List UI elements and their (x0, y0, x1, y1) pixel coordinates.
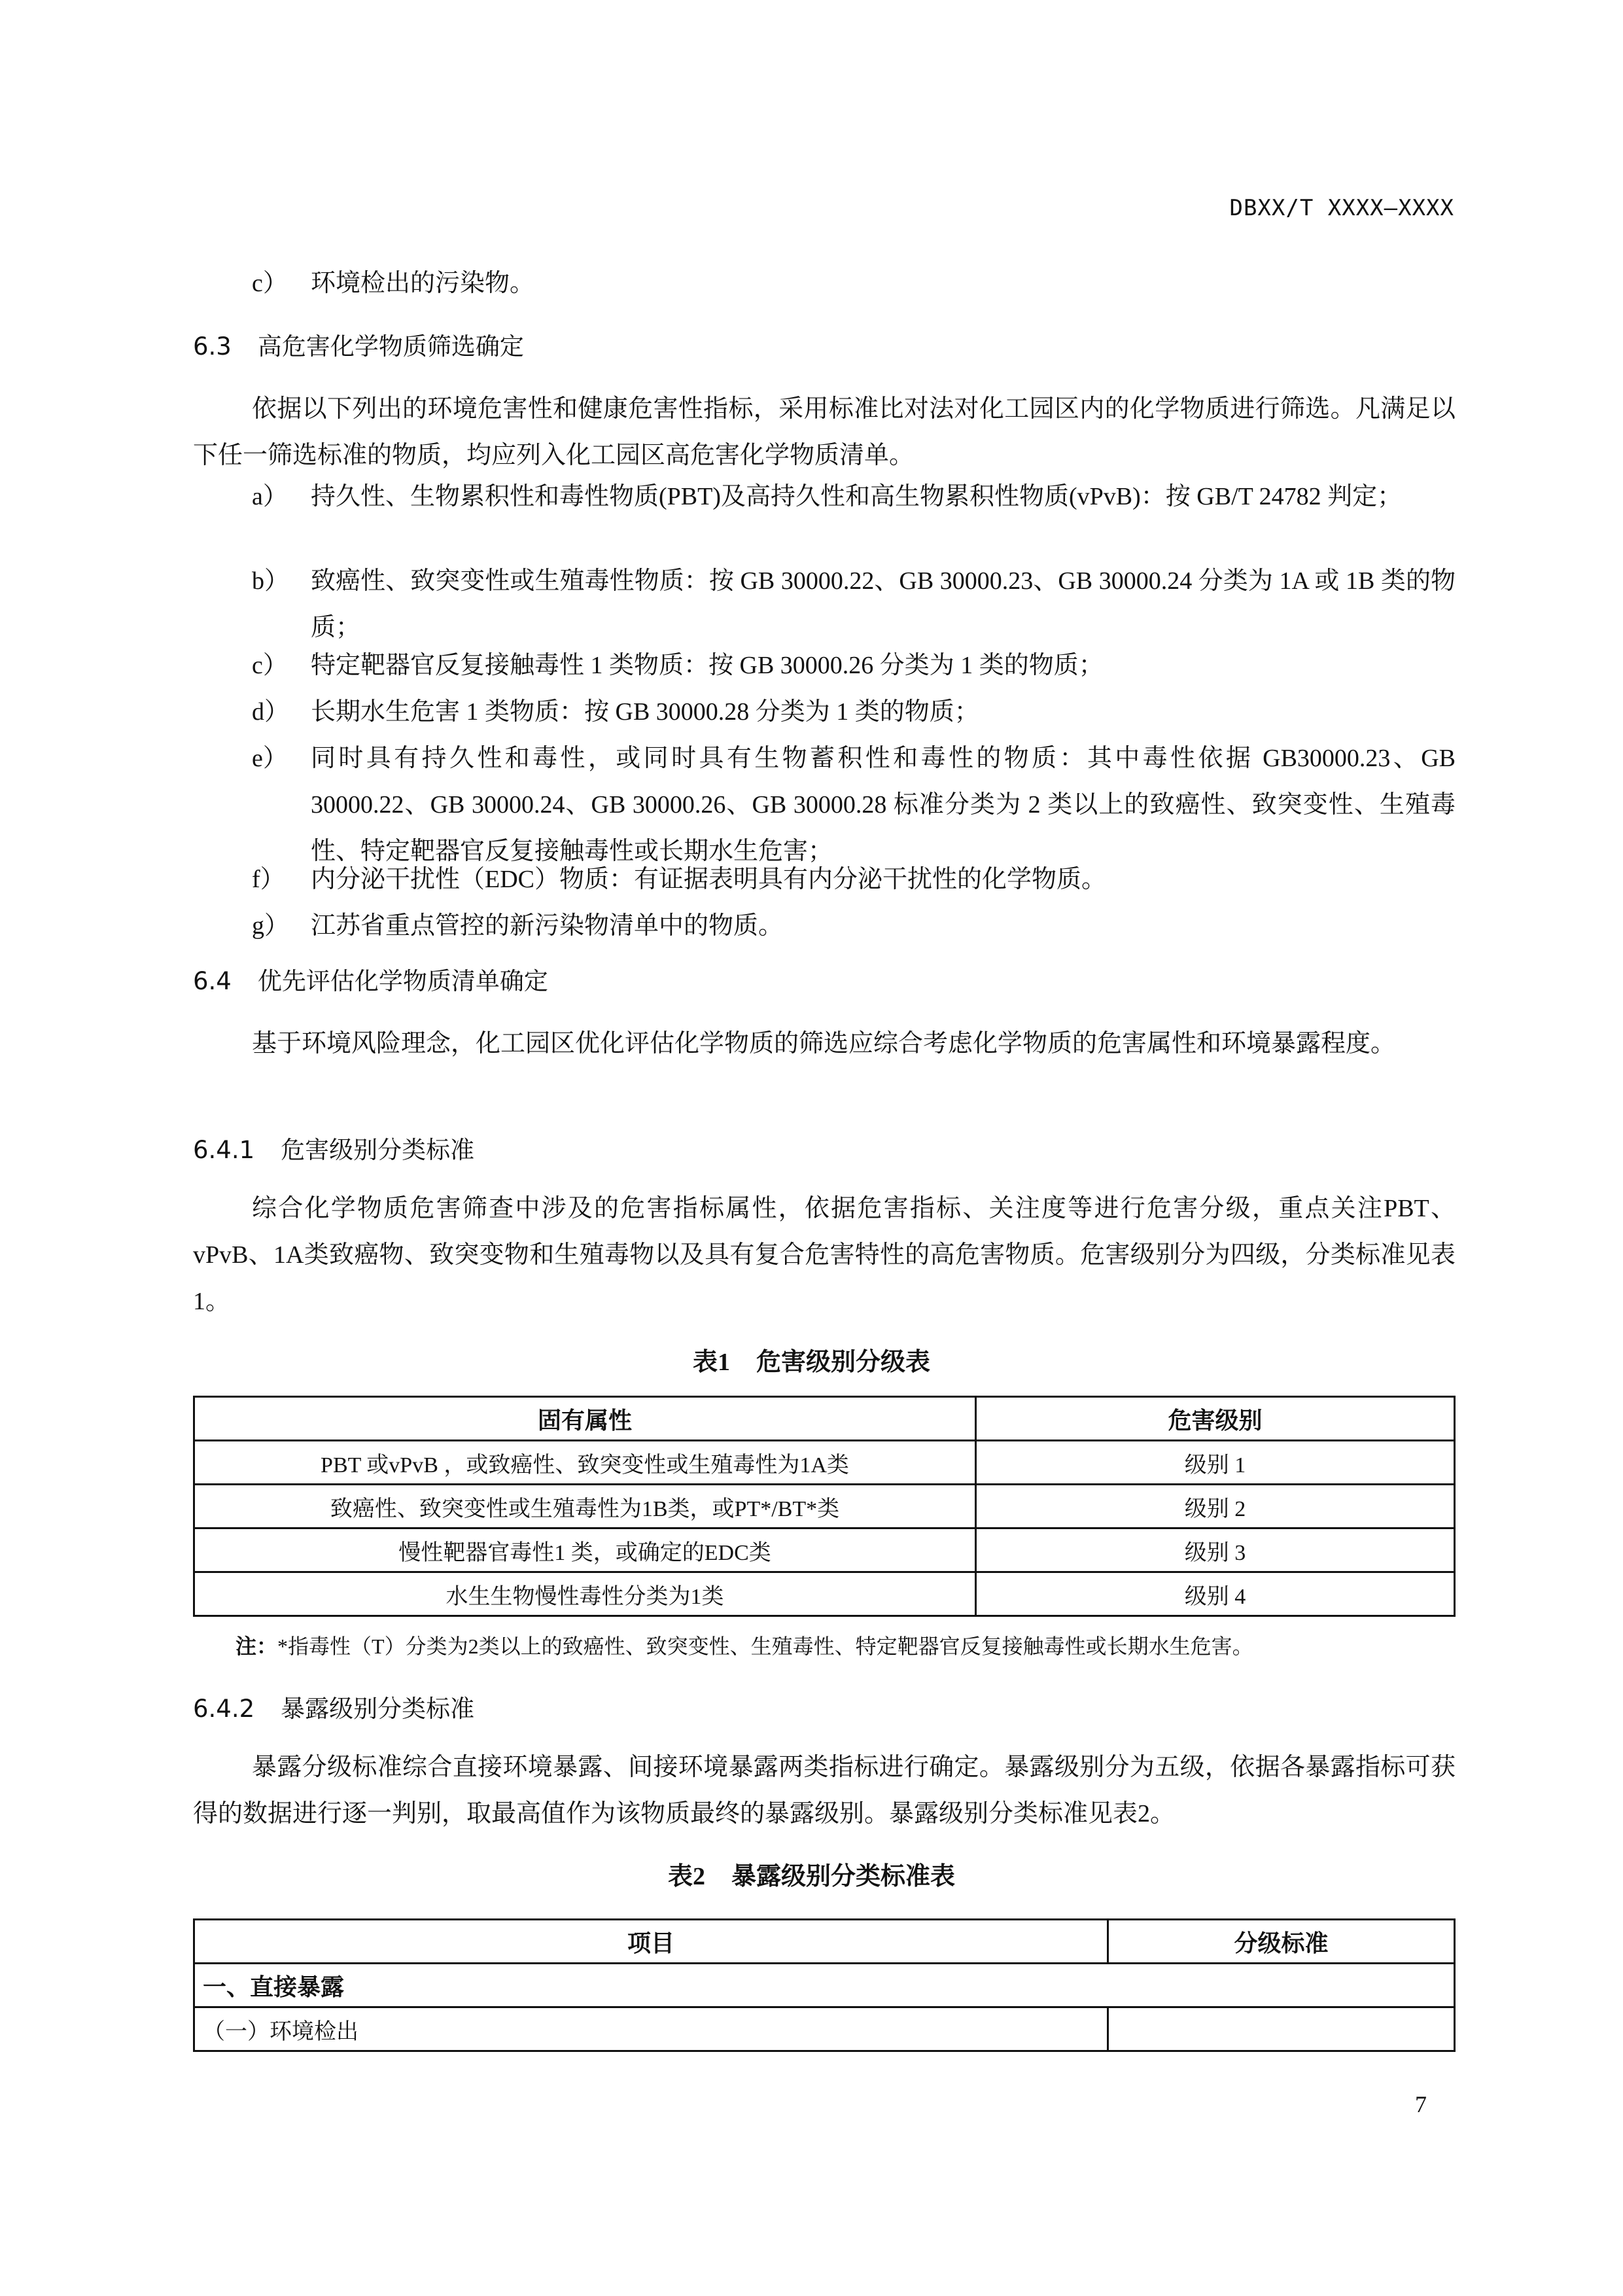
list-item-text: 致癌性、致突变性或生殖毒性物质：按 GB 30000.22、GB 30000.23、GB 30000.24 分类为 1A 或 1B 类的物质； (311, 567, 1456, 641)
section-heading-6-4 (193, 962, 548, 1001)
list-item-label: e） (252, 745, 288, 772)
list-item-text: 环境检出的污染物。 (311, 270, 535, 297)
section-title: 优先评估化学物质清单确定 (257, 967, 548, 995)
table-cell: PBT 或vPvB ，或致癌性、致突变性或生殖毒性为1A类 (194, 1441, 976, 1485)
section-6-4-intro: 基于环境风险理念，化工园区优化评估化学物质的筛选应综合考虑化学物质的危害属性和环境暴露程度。 (252, 1030, 1396, 1057)
table-cell: 水生生物慢性毒性分类为1类 (194, 1572, 976, 1616)
table-cell: 级别 1 (976, 1441, 1455, 1485)
list-item-label: f） (252, 866, 285, 893)
table-cell (1108, 2007, 1455, 2051)
section-number: 6.4 (193, 967, 232, 995)
list-item-label: c） (252, 270, 288, 297)
document-code: DBXX/T XXXX—XXXX (1229, 195, 1454, 221)
list-item-label: b） (252, 567, 290, 595)
table-header-row (194, 1920, 1455, 1964)
table1-caption-number: 表1 (692, 1349, 730, 1376)
table-cell: 级别 2 (976, 1485, 1455, 1528)
section-title: 暴露级别分类标准 (281, 1695, 475, 1723)
table2-caption-number: 表2 (667, 1863, 705, 1890)
table-cell: （一）环境检出 (194, 2007, 1108, 2051)
table-header-cell: 固有属性 (194, 1397, 976, 1441)
section-title: 危害级别分类标准 (281, 1136, 475, 1164)
section-6-4-2-intro: 暴露分级标准综合直接环境暴露、间接环境暴露两类指标进行确定。暴露级别分为五级，依据各暴露指标可获得的数据进行逐一判别，取最高值作为该物质最终的暴露级别。暴露级别分类标准见表2。 (193, 1754, 1456, 1828)
list-item-text: 持久性、生物累积性和毒性物质(PBT)及高持久性和高生物累积性物质(vPvB)：按 GB/T 24782 判定； (311, 483, 1403, 510)
table2-caption-title: 暴露级别分类标准表 (731, 1863, 956, 1890)
section-number: 6.3 (193, 332, 232, 361)
list-item (252, 260, 1456, 307)
list-item-text: 同时具有持久性和毒性，或同时具有生物蓄积性和毒性的物质：其中毒性依据 GB30000.23、GB 30000.22、GB 30000.24、GB 30000.26、GB 30000.28 标准分类为 2 类以上的致癌性、致突变性、生殖毒性、特定靶器官反复接触毒性或长期水生危害； (311, 745, 1456, 865)
table-header-row (194, 1397, 1455, 1441)
list-item-label: c） (252, 652, 288, 679)
page-number: 7 (1415, 2091, 1427, 2117)
section-number: 6.4.1 (193, 1136, 255, 1164)
table1-caption-title: 危害级别分级表 (756, 1349, 931, 1376)
table-cell: 级别 3 (976, 1528, 1455, 1572)
section-heading-6-4-1 (193, 1131, 474, 1170)
table-header-cell: 分级标准 (1108, 1920, 1455, 1964)
list-item-text: 江苏省重点管控的新污染物清单中的物质。 (311, 912, 784, 940)
section-heading-6-3 (193, 327, 524, 366)
table-row (194, 1485, 1455, 1528)
table-header-cell: 项目 (194, 1920, 1108, 1964)
list-item-label: a） (252, 483, 288, 510)
table-cell: 慢性靶器官毒性1 类，或确定的EDC类 (194, 1528, 976, 1572)
section-6-3-intro: 依据以下列出的环境危害性和健康危害性指标，采用标准比对法对化工园区内的化学物质进行筛选。凡满足以下任一筛选标准的物质，均应列入化工园区高危害化学物质清单。 (193, 395, 1456, 469)
table-group-cell: 一、直接暴露 (194, 1964, 1455, 2007)
table-cell: 级别 4 (976, 1572, 1455, 1616)
list-item-label: g） (252, 912, 290, 940)
table-header-cell: 危害级别 (976, 1397, 1455, 1441)
table-group-row (194, 1964, 1455, 2007)
list-item-label: d） (252, 698, 290, 726)
note-label: 注： (236, 1634, 278, 1658)
note-text: *指毒性（T）分类为2类以上的致癌性、致突变性、生殖毒性、特定靶器官反复接触毒性或长期水生危害。 (277, 1634, 1253, 1658)
list-item-text: 内分泌干扰性（EDC）物质：有证据表明具有内分泌干扰性的化学物质。 (311, 866, 1107, 893)
table-row (194, 1441, 1455, 1485)
table-cell: 致癌性、致突变性或生殖毒性为1B类，或PT*/BT*类 (194, 1485, 976, 1528)
table-row (194, 1528, 1455, 1572)
list-item-text: 特定靶器官反复接触毒性 1 类物质：按 GB 30000.26 分类为 1 类的物质； (311, 652, 1104, 679)
section-number: 6.4.2 (193, 1695, 255, 1723)
table-row (194, 1572, 1455, 1616)
section-title: 高危害化学物质筛选确定 (257, 332, 524, 361)
table1-note (236, 1630, 1253, 1660)
section-heading-6-4-2 (193, 1689, 474, 1729)
list-item-text: 长期水生危害 1 类物质：按 GB 30000.28 分类为 1 类的物质； (311, 698, 979, 726)
table2 (193, 1918, 1456, 2052)
table2-caption (0, 1856, 1623, 1892)
table1 (193, 1396, 1456, 1617)
table1-caption (0, 1341, 1623, 1377)
section-6-4-1-intro: 综合化学物质危害筛查中涉及的危害指标属性，依据危害指标、关注度等进行危害分级，重点关注PBT、vPvB、1A类致癌物、致突变物和生殖毒物以及具有复合危害特性的高危害物质。危害级别分为四级，分类标准见表1。 (193, 1195, 1456, 1315)
table-row (194, 2007, 1455, 2051)
